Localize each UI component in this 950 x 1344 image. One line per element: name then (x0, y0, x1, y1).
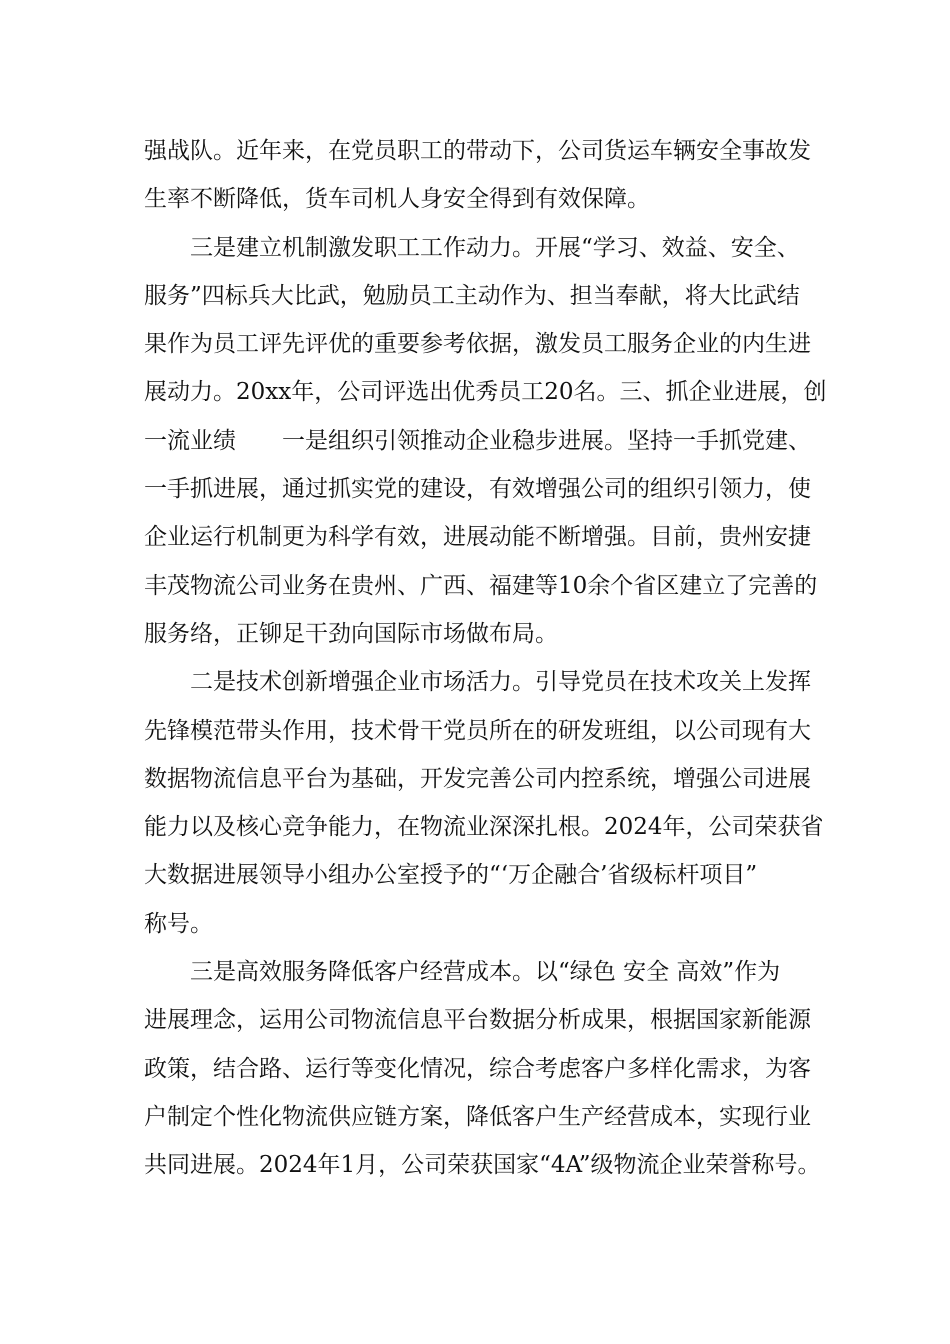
text-line: 能力以及核心竞争能力，在物流业深深扎根。2024年，公司荣获省 (144, 814, 824, 841)
text-line: 三是高效服务降低客户经营成本。以“绿色 安全 高效”作为 (190, 959, 781, 986)
text-line: 政策，结合路、运行等变化情况，综合考虑客户多样化需求，为客 (144, 1055, 811, 1082)
text-line: 大数据进展领导小组办公室授予的“‘万企融合’省级标杆项目” (144, 862, 758, 889)
text-fragment: 一是组织引领推动企业稳步进展。坚持一手抓党建、 (282, 427, 811, 454)
text-line: 生率不断降低，货车司机人身安全得到有效保障。 (144, 186, 650, 213)
text-line: 企业运行机制更为科学有效，进展动能不断增强。目前，贵州安捷 (144, 524, 811, 551)
text-line: 服务络，正铆足干劲向国际市场做布局。 (144, 620, 558, 647)
text-line-split (144, 417, 824, 465)
text-line: 三是建立机制激发职工工作动力。开展“学习、效益、安全、 (190, 234, 800, 261)
text-line: 共同进展。2024年1月，公司荣获国家“4A”级物流企业荣誉称号。 (144, 1152, 821, 1179)
text-line: 强战队。近年来，在党员职工的带动下，公司货运车辆安全事故发 (144, 138, 811, 164)
text-line: 称号。 (144, 910, 213, 937)
text-line: 丰茂物流公司业务在贵州、广西、福建等10余个省区建立了完善的 (144, 572, 818, 599)
text-line: 先锋模范带头作用，技术骨干党员所在的研发班组，以公司现有大 (144, 717, 811, 744)
text-line: 展动力。20xx年，公司评选出优秀员工20名。三、抓企业进展，创 (144, 379, 827, 406)
text-fragment: 一流业绩 (144, 427, 236, 454)
body-text (144, 127, 827, 1190)
text-line: 服务”四标兵大比武，勉励员工主动作为、担当奉献，将大比武结 (144, 282, 800, 309)
text-line: 户制定个性化物流供应链方案，降低客户生产经营成本，实现行业 (144, 1103, 811, 1130)
text-line: 数据物流信息平台为基础，开发完善公司内控系统，增强公司进展 (144, 765, 811, 792)
text-line: 果作为员工评先评优的重要参考依据，激发员工服务企业的内生进 (144, 331, 811, 358)
text-line: 一手抓进展，通过抓实党的建设，有效增强公司的组织引领力，使 (144, 476, 811, 503)
text-line: 进展理念，运用公司物流信息平台数据分析成果，根据国家新能源 (144, 1007, 811, 1034)
text-line: 二是技术创新增强企业市场活力。引导党员在技术攻关上发挥 (190, 669, 811, 696)
